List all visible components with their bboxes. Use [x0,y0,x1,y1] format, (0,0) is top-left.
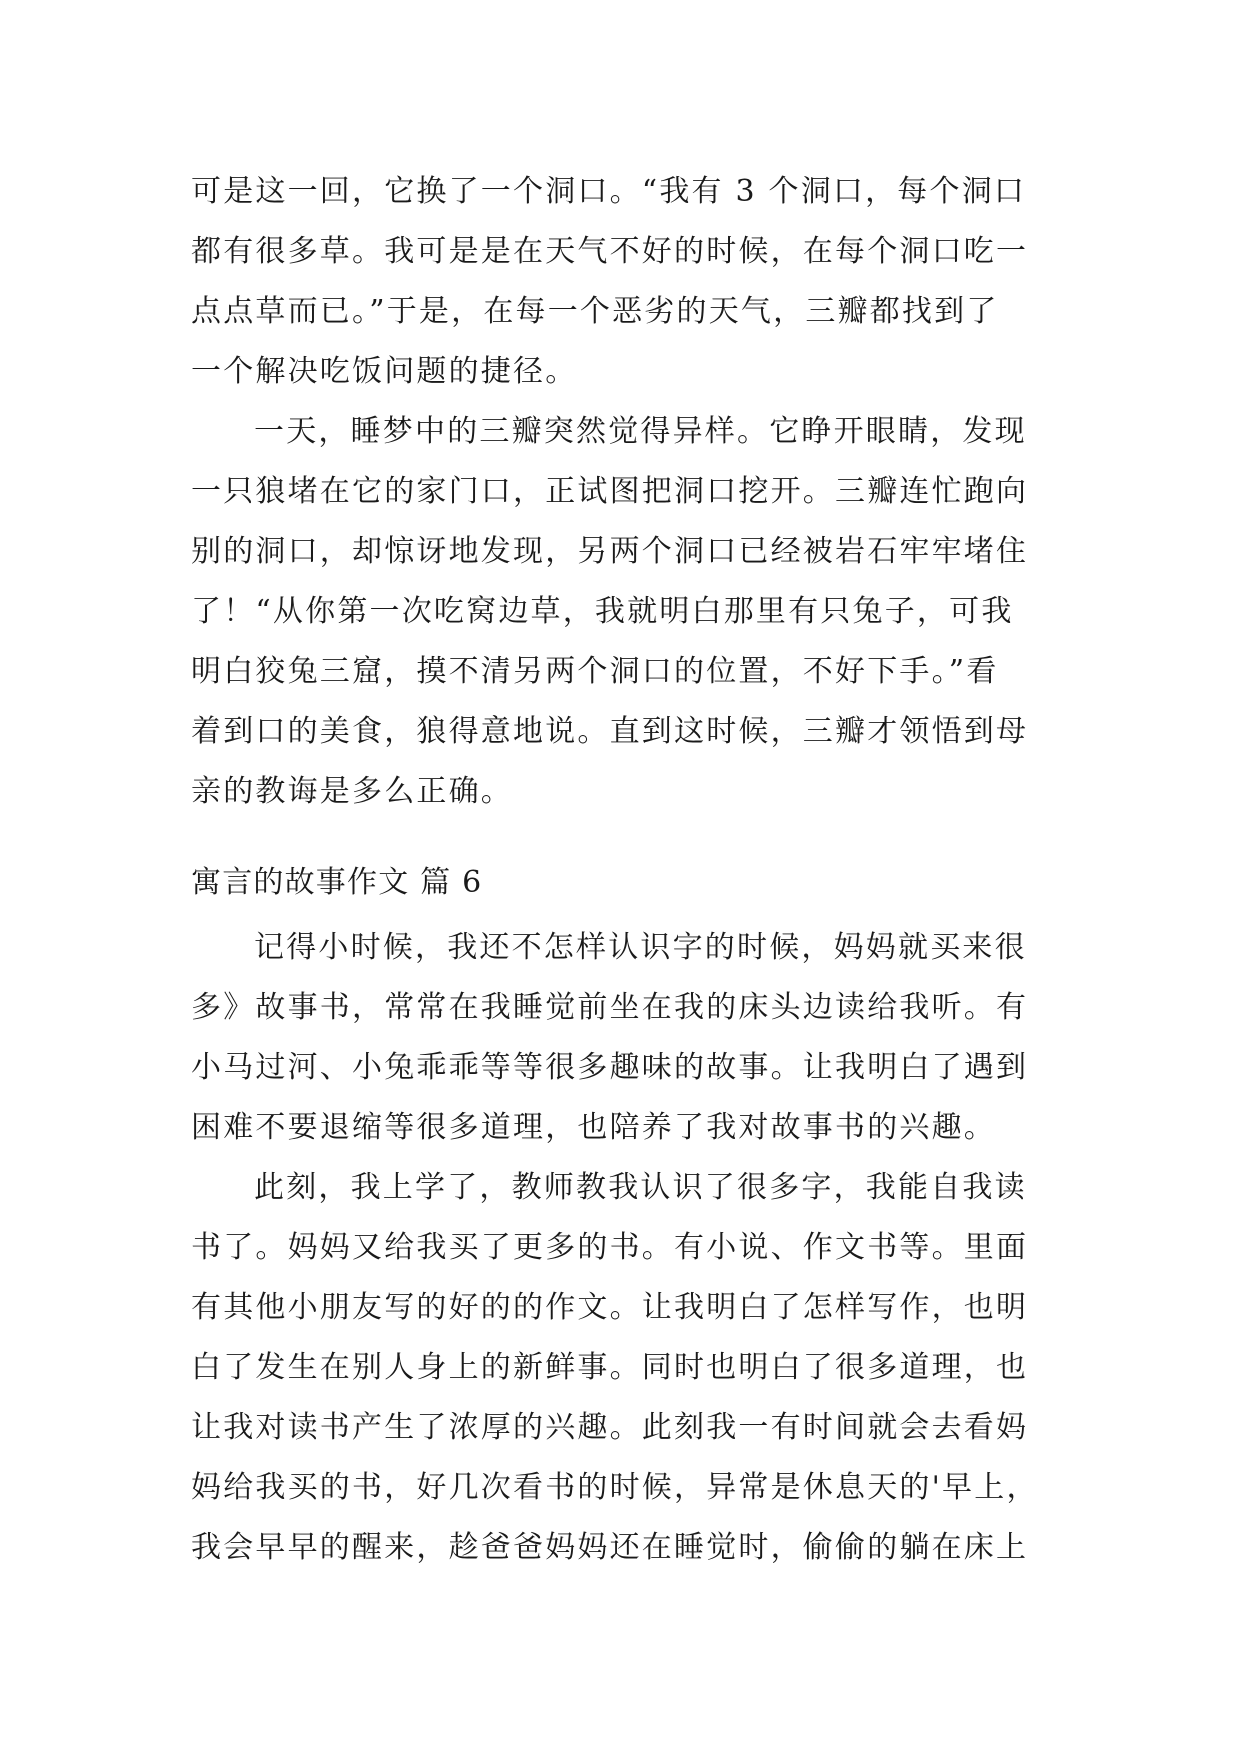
text-line: 点点草而已。”于是，在每一个恶劣的天气，三瓣都找到了 [191,294,999,329]
text-line: 妈给我买的书，好几次看书的时候，异常是休息天的'早上， [191,1470,1039,1505]
text-line: 了！“从你第一次吃窝边草，我就明白那里有只兔子，可我 [191,594,1014,629]
text-line: 有其他小朋友写的好的的作文。让我明白了怎样写作，也明 [191,1290,1029,1325]
text-line: 我会早早的醒来，趁爸爸妈妈还在睡觉时，偷偷的躺在床上 [191,1530,1029,1565]
text-line: 着到口的美食，狼得意地说。直到这时候，三瓣才领悟到母 [191,714,1029,749]
text-line: 明白狡兔三窟，摸不清另两个洞口的位置，不好下手。”看 [191,654,999,689]
text-line: 记得小时候，我还不怎样认识字的时候，妈妈就买来很 [254,930,1027,965]
text-line: 困难不要退缩等很多道理，也陪养了我对故事书的兴趣。 [191,1110,996,1145]
text-line: 都有很多草。我可是是在天气不好的时候，在每个洞口吃一 [191,234,1029,269]
section-heading: 寓言的故事作文 篇 6 [191,865,483,900]
text-line: 一只狼堵在它的家门口，正试图把洞口挖开。三瓣连忙跑向 [191,474,1029,509]
text-line: 别的洞口，却惊讶地发现，另两个洞口已经被岩石牢牢堵住 [191,534,1029,569]
text-line: 白了发生在别人身上的新鲜事。同时也明白了很多道理，也 [191,1350,1029,1385]
text-line: 可是这一回，它换了一个洞口。“我有 3 个洞口，每个洞口 [191,174,1027,209]
text-line: 一天，睡梦中的三瓣突然觉得异样。它睁开眼睛，发现 [254,414,1027,449]
text-line: 多》故事书，常常在我睡觉前坐在我的床头边读给我听。有 [191,990,1029,1025]
story-text-section-2 [191,918,1061,1578]
text-line: 让我对读书产生了浓厚的兴趣。此刻我一有时间就会去看妈 [191,1410,1029,1445]
text-line: 一个解决吃饭问题的捷径。 [191,354,578,389]
text-line: 小马过河、小兔乖乖等等很多趣味的故事。让我明白了遇到 [191,1050,1029,1085]
story-text-section-1 [191,162,1061,822]
text-line: 此刻，我上学了，教师教我认识了很多字，我能自我读 [254,1170,1027,1205]
text-line: 亲的教诲是多么正确。 [191,774,513,809]
text-line: 书了。妈妈又给我买了更多的书。有小说、作文书等。里面 [191,1230,1029,1265]
